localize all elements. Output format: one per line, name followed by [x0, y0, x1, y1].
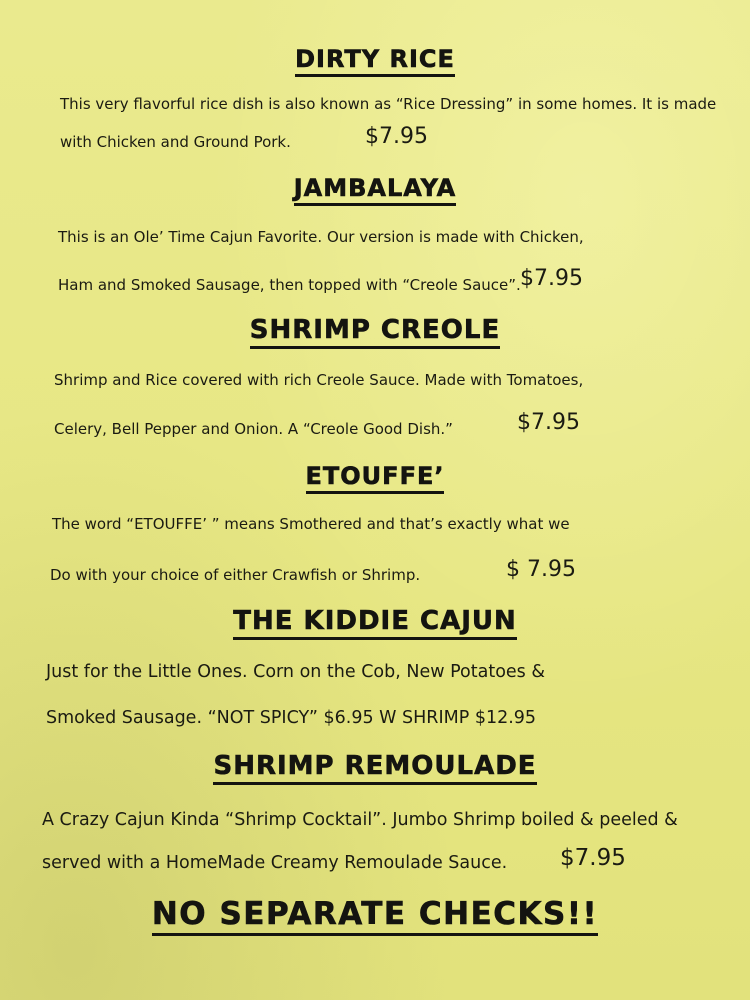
section-desc-line: Just for the Little Ones. Corn on the Cob, New Potatoes & — [46, 662, 545, 682]
section-desc-line: Ham and Smoked Sausage, then topped with “Creole Sauce”. — [58, 276, 521, 294]
section-desc-line: served with a HomeMade Creamy Remoulade Sauce. — [42, 853, 508, 873]
section-title-shrimp-remoulade: SHRIMP REMOULADE — [0, 751, 750, 781]
no-separate-checks-notice: NO SEPARATE CHECKS!! — [0, 896, 750, 932]
price-dirty-rice: $7.95 — [365, 124, 428, 149]
price-etouffe: $ 7.95 — [506, 557, 576, 582]
price-shrimp-remoulade: $7.95 — [560, 845, 626, 871]
section-title-dirty-rice: DIRTY RICE — [0, 45, 750, 73]
section-desc-line: Shrimp and Rice covered with rich Creole Sauce. Made with Tomatoes, — [54, 371, 584, 389]
section-desc-line: This very flavorful rice dish is also known as “Rice Dressing” in some homes. It is made — [60, 95, 717, 113]
section-desc-line: Smoked Sausage. “NOT SPICY” $6.95 W SHRIMP $12.95 — [46, 708, 537, 728]
section-desc-line: This is an Ole’ Time Cajun Favorite. Our version is made with Chicken, — [58, 228, 584, 246]
section-desc-line: with Chicken and Ground Pork. — [60, 133, 291, 151]
section-desc-line: Do with your choice of either Crawfish or Shrimp. — [50, 566, 421, 584]
section-title-kiddie-cajun: THE KIDDIE CAJUN — [0, 606, 750, 636]
price-shrimp-creole: $7.95 — [517, 410, 580, 435]
price-jambalaya: $7.95 — [520, 266, 583, 291]
section-desc-line: Celery, Bell Pepper and Onion. A “Creole Good Dish.” — [54, 420, 453, 438]
section-title-shrimp-creole: SHRIMP CREOLE — [0, 315, 750, 345]
section-title-jambalaya: JAMBALAYA — [0, 174, 750, 202]
section-desc-line: A Crazy Cajun Kinda “Shrimp Cocktail”. Jumbo Shrimp boiled & peeled & — [42, 810, 678, 830]
section-desc-line: The word “ETOUFFE’ ” means Smothered and that’s exactly what we — [52, 515, 570, 533]
section-title-etouffe: ETOUFFE’ — [0, 462, 750, 490]
